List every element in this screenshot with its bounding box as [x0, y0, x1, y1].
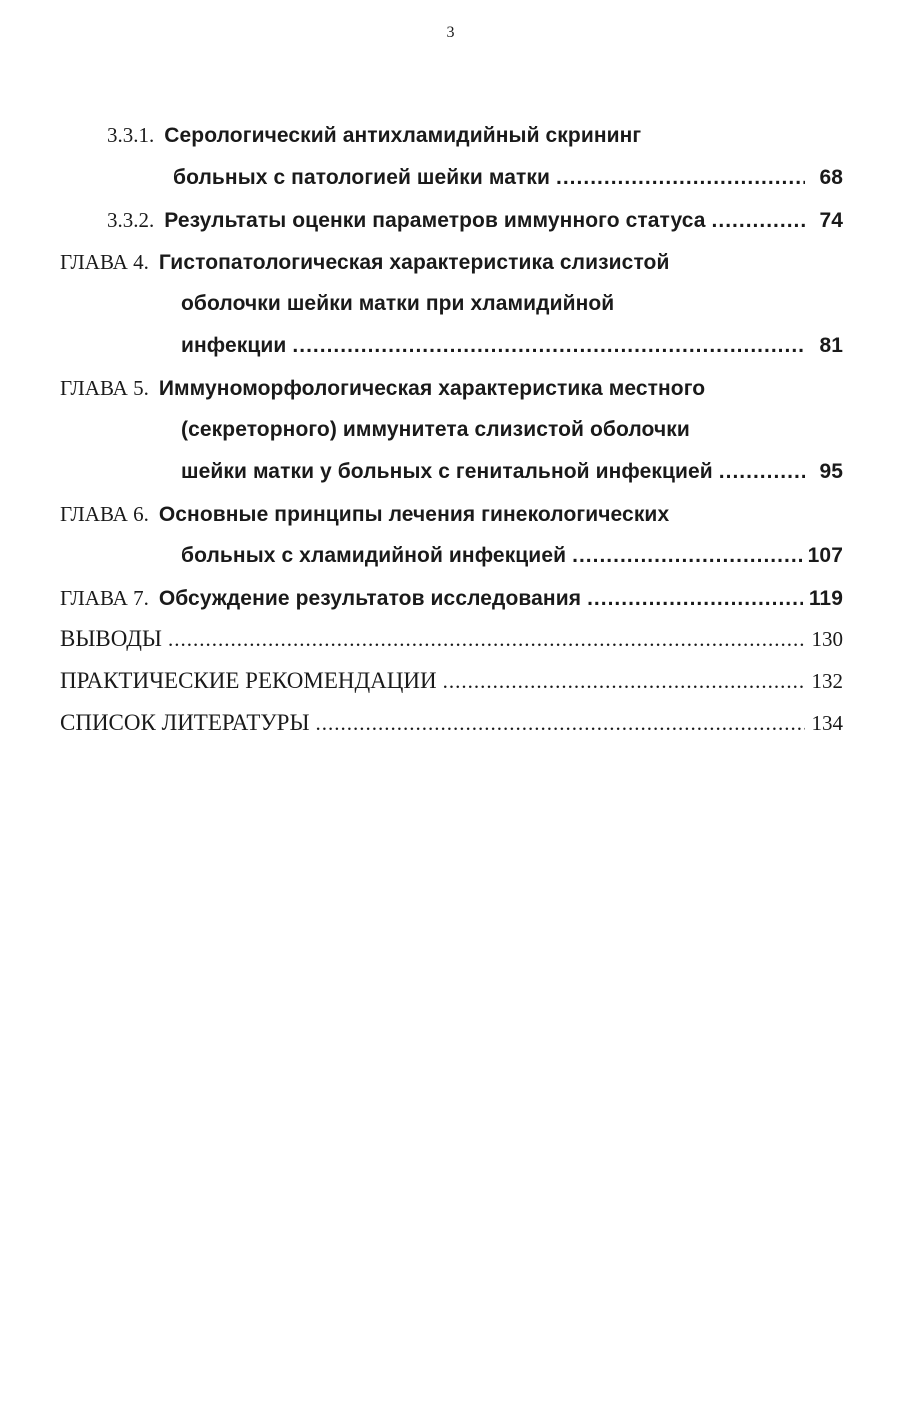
toc-page-ref: 134 [811, 711, 843, 735]
page-number: 3 [446, 24, 455, 41]
toc-entry-bibliography[interactable] [60, 708, 843, 738]
toc-page-ref: 119 [808, 587, 843, 610]
toc-entry-title-continued: больных с патологией шейки матки [173, 166, 551, 189]
toc-entry-title: Иммуноморфологическая характеристика местного [158, 377, 706, 400]
toc-leader-dots [572, 541, 802, 571]
toc-entry-number: ГЛАВА 4. [60, 250, 149, 274]
toc-leader-dots [168, 624, 805, 654]
toc-entry-3-3-1-line2[interactable] [173, 163, 843, 193]
toc-entry-title: СПИСОК ЛИТЕРАТУРЫ [60, 710, 310, 735]
toc-page-ref: 74 [819, 209, 843, 232]
toc-entry-number: ГЛАВА 5. [60, 376, 149, 400]
toc-entry-title: Результаты оценки параметров иммунного статуса [164, 209, 706, 232]
toc-entry-chapter-5-line3[interactable] [181, 457, 843, 487]
toc-entry-3-3-2[interactable] [107, 205, 843, 235]
toc-entry-number: 3.3.2. [107, 208, 155, 232]
toc-page-ref: 81 [819, 334, 843, 357]
toc-entry-chapter-6-line1[interactable] [60, 499, 669, 529]
toc-entry-conclusions[interactable] [60, 624, 843, 654]
toc-entry-title: ВЫВОДЫ [60, 626, 162, 651]
toc-leader-dots [719, 457, 805, 487]
toc-entry-chapter-6-line2[interactable] [181, 541, 843, 571]
toc-entry-title: Серологический антихламидийный скрининг [164, 124, 642, 147]
toc-entry-title-continued: шейки матки у больных с генитальной инфекцией [181, 460, 713, 483]
toc-entry-title-continued: инфекции [181, 334, 287, 357]
toc-page-ref: 130 [811, 627, 843, 651]
toc-page-ref: 95 [819, 460, 843, 483]
toc-entry-recommendations[interactable] [60, 666, 843, 696]
toc-entry-chapter-5-line1[interactable] [60, 373, 705, 403]
toc-entry-title: Обсуждение результатов исследования [158, 587, 582, 610]
toc-leader-dots [316, 708, 805, 738]
toc-leader-dots [556, 163, 805, 193]
toc-entry-chapter-4-line2[interactable] [181, 289, 614, 319]
toc-leader-dots [712, 206, 805, 236]
toc-entry-title-continued: оболочки шейки матки при хламидийной [181, 292, 615, 315]
toc-entry-number: ГЛАВА 6. [60, 502, 149, 526]
toc-entry-chapter-7[interactable] [60, 583, 843, 613]
toc-page-ref: 132 [811, 669, 843, 693]
toc-entry-3-3-1-line1[interactable] [107, 120, 641, 150]
toc-leader-dots [443, 666, 805, 696]
toc-leader-dots [292, 331, 805, 361]
toc-entry-chapter-4-line3[interactable] [181, 331, 843, 361]
toc-entry-title: ПРАКТИЧЕСКИЕ РЕКОМЕНДАЦИИ [60, 668, 437, 693]
toc-page-ref: 68 [819, 166, 843, 189]
toc-leader-dots [587, 584, 803, 614]
toc-entry-title: Основные принципы лечения гинекологических [158, 503, 670, 526]
toc-entry-chapter-4-line1[interactable] [60, 247, 669, 277]
toc-entry-number: ГЛАВА 7. [60, 586, 149, 610]
toc-page-ref: 107 [807, 544, 843, 567]
toc-entry-title-continued: больных с хламидийной инфекцией [181, 544, 567, 567]
toc-entry-title: Гистопатологическая характеристика слизистой [158, 251, 670, 274]
toc-entry-chapter-5-line2[interactable] [181, 415, 690, 445]
toc-entry-number: 3.3.1. [107, 123, 155, 147]
toc-entry-title-continued: (секреторного) иммунитета слизистой оболочки [181, 418, 690, 441]
